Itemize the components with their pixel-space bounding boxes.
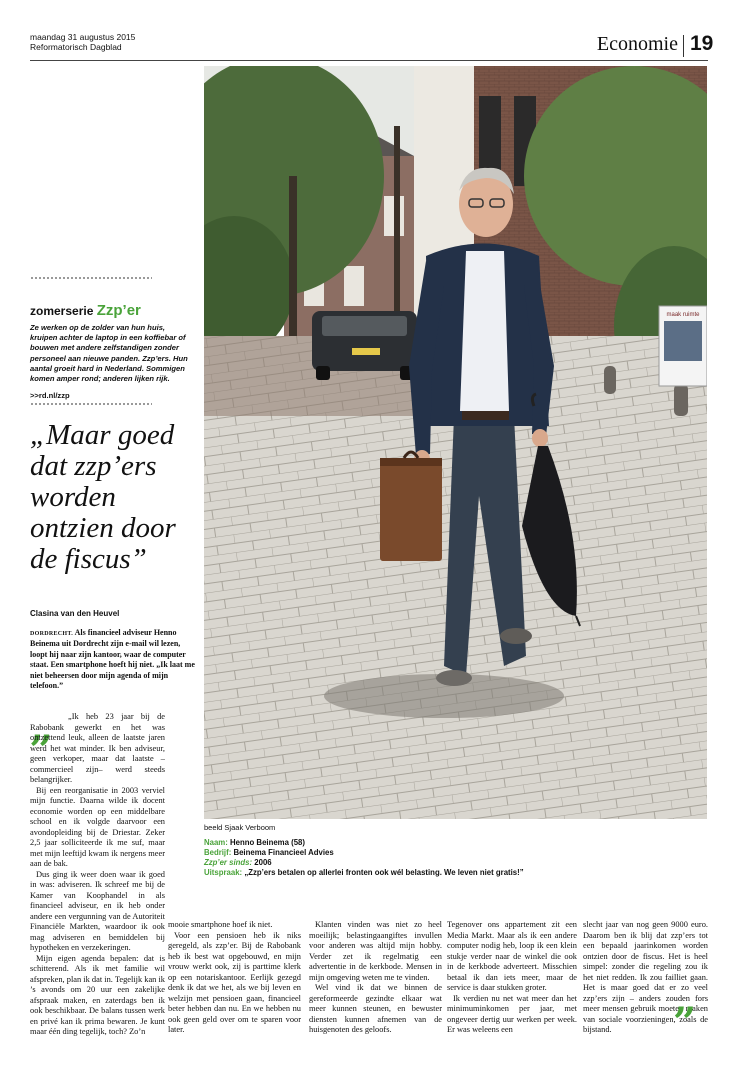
page-number: 19 — [690, 32, 714, 55]
quote-end-icon: ” — [673, 999, 697, 1046]
paragraph: Mijn eigen agenda bepalen: dat is schitterend. Als ik met familie wil afspreken, plan ik dat in. Tegelijk kan ik ’s avonds om 20 uur een zakelijke afspraak maken, en zaterdags ben ik ook beschikbaar. De balans tussen werk en privé kan ik prima bewaren. Je kunt maar één ding tegelijk, toch? Zo’n — [30, 953, 165, 1036]
paragraph: slecht jaar van nog geen 9000 euro. Daarom ben ik blij dat zzp’ers tot een bepaald jaarinkomen worden ontzien door de fiscus. Het is heel simpel: zonder die regeling zou ik het niet redden. Ik zou failliet gaan. Het is maar goed dat er zo veel zzp’ers zijn – anders zouden fors meer mensen gebruik moeten maken van sociale voorzieningen, zoals de bijstand. — [583, 920, 708, 1034]
paragraph: mooie smartphone hoef ik niet. — [168, 920, 273, 929]
body-column-1 — [30, 704, 165, 1038]
byline: Clasina van den Heuvel — [30, 609, 120, 618]
series-label — [30, 302, 141, 319]
portrait-photo — [204, 66, 707, 819]
series-intro: Ze werken op de zolder van hun huis, kruipen achter de laptop in een koffiebar of bouwen met andere zelfstandigen zonder personeel aan nieuwe panden. Zzp’ers. Hun aantal groeit hard in Nederland. Sommigen komen amper rond; anderen lijken rijk. — [30, 323, 188, 384]
paragraph: Tegenover ons appartement zit een Media Markt. Maar als ik een andere computer nodig heb, loop ik een klein stukje verder naar de winkel die ook in de kerkbode adverteert. Misschien betaal ik dan iets meer, maar de service is daar stukken groter. — [447, 920, 577, 992]
paragraph: Voor een pensioen heb ik niks geregeld, als zzp’er. Bij de Rabobank heb ik best wat opgebouwd, en mijn vrouw werkt ook, zij is parttime klerk op een notariskantoor. Eerlijk gezegd denk ik dat we het, als we bij leven en welzijn met pensioen gaan, financieel beter hebben dan nu. En we hebben nu ook geen geld over om te sparen voor later. — [168, 930, 301, 1034]
lead-text: Als financieel adviseur Henno Beinema uit Dordrecht zijn e-mail wil lezen, loopt hij naar zijn kantoor, waar de computer staat. Een smartphone hoeft hij niet. „Ik laat me niet beheersen door mijn agenda of mijn telefoon.” — [30, 628, 195, 691]
dotted-divider — [30, 277, 152, 279]
caption-row-quote — [204, 868, 524, 878]
caption-row-company — [204, 848, 524, 858]
section-title: Economie — [596, 33, 678, 55]
photo-credit: beeld Sjaak Verboom — [204, 823, 276, 832]
issue-date: maandag 31 augustus 2015 — [30, 32, 136, 42]
paragraph: Dus ging ik weer doen waar ik goed in was: adviseren. Ik schreef me bij de Kamer van Koophandel in als financieel adviseur, en ik heb onder andere een vergunning van de Autoriteit Financiële Markten, waardoor ik ook mag adviseren en bemiddelen bij hypotheken en verzekeringen. — [30, 869, 165, 952]
dotted-divider — [30, 403, 152, 405]
caption-label: Bedrijf: — [204, 848, 232, 857]
sign-text: maak ruimte — [666, 312, 700, 318]
caption-value: „Zzp’ers betalen op allerlei fronten ook wél belasting. We leven niet gratis!” — [244, 868, 524, 877]
series-link[interactable]: >>rd.nl/zzp — [30, 391, 70, 400]
dateline: DORDRECHT. — [30, 631, 74, 637]
article-lead — [30, 628, 195, 691]
header-rule — [30, 60, 708, 61]
headline: „Maar goed dat zzp’ers worden ontzien door de fiscus” — [30, 419, 176, 575]
body-column-4 — [447, 920, 577, 1036]
caption-row-since — [204, 858, 524, 868]
caption-value: 2006 — [254, 858, 272, 867]
caption-value: Henno Beinema (58) — [230, 838, 305, 847]
newspaper-name: Reformatorisch Dagblad — [30, 42, 122, 52]
caption-label: Uitspraak: — [204, 868, 243, 877]
caption-row-name — [204, 838, 524, 848]
profile-caption — [204, 838, 524, 878]
quote-mark-icon: „ — [30, 704, 54, 751]
paragraph: Bij een reorganisatie in 2003 verviel mijn functie. Daarna wilde ik docent economie worden op een middelbare school en ik volgde daarvoor een avondopleiding bij de Driestar. Zeker 2,5 jaar solliciteerde ik me suf, maar met mijn leeftijd kwam ik nergens meer aan de bak. — [30, 785, 165, 868]
paragraph: Ik verdien nu net wat meer dan het minimuminkomen per jaar, met ongeveer dertig uur werken per week. Er was weleens een — [447, 993, 577, 1034]
header-separator — [683, 35, 684, 57]
caption-value: Beinema Financieel Advies — [233, 848, 334, 857]
paragraph: Wel vind ik dat we binnen de gereformeerde gezindte elkaar wat meer kunnen steunen, en bewuster diensten kunnen afnemen van de huisgenoten des geloofs. — [309, 983, 442, 1034]
caption-label: Zzp’er sinds: — [204, 858, 253, 867]
caption-label: Naam: — [204, 838, 228, 847]
paragraph: Klanten vinden was niet zo heel moeilijk; belastingaangiftes invullen voor anderen was altijd mijn hobby. Verder zet ik regelmatig een advertentie in de kerkbode. Mensen in mijn omgeving weten me te vinden. — [309, 920, 442, 982]
paragraph: „Ik heb 23 jaar bij de Rabobank gewerkt en het was ontzettend leuk, alleen de laatste jaren werd het wat minder. Ik ben adviseur, geen verkoper, maar dat laatste –commercieel zijn– werd steeds belangrijker. — [30, 712, 165, 784]
masthead-date-block — [30, 32, 135, 52]
series-tag: Zzp’er — [96, 302, 141, 319]
series-name: zomerserie — [30, 304, 94, 318]
body-column-2 — [168, 920, 301, 1036]
body-column-3 — [309, 920, 442, 1036]
